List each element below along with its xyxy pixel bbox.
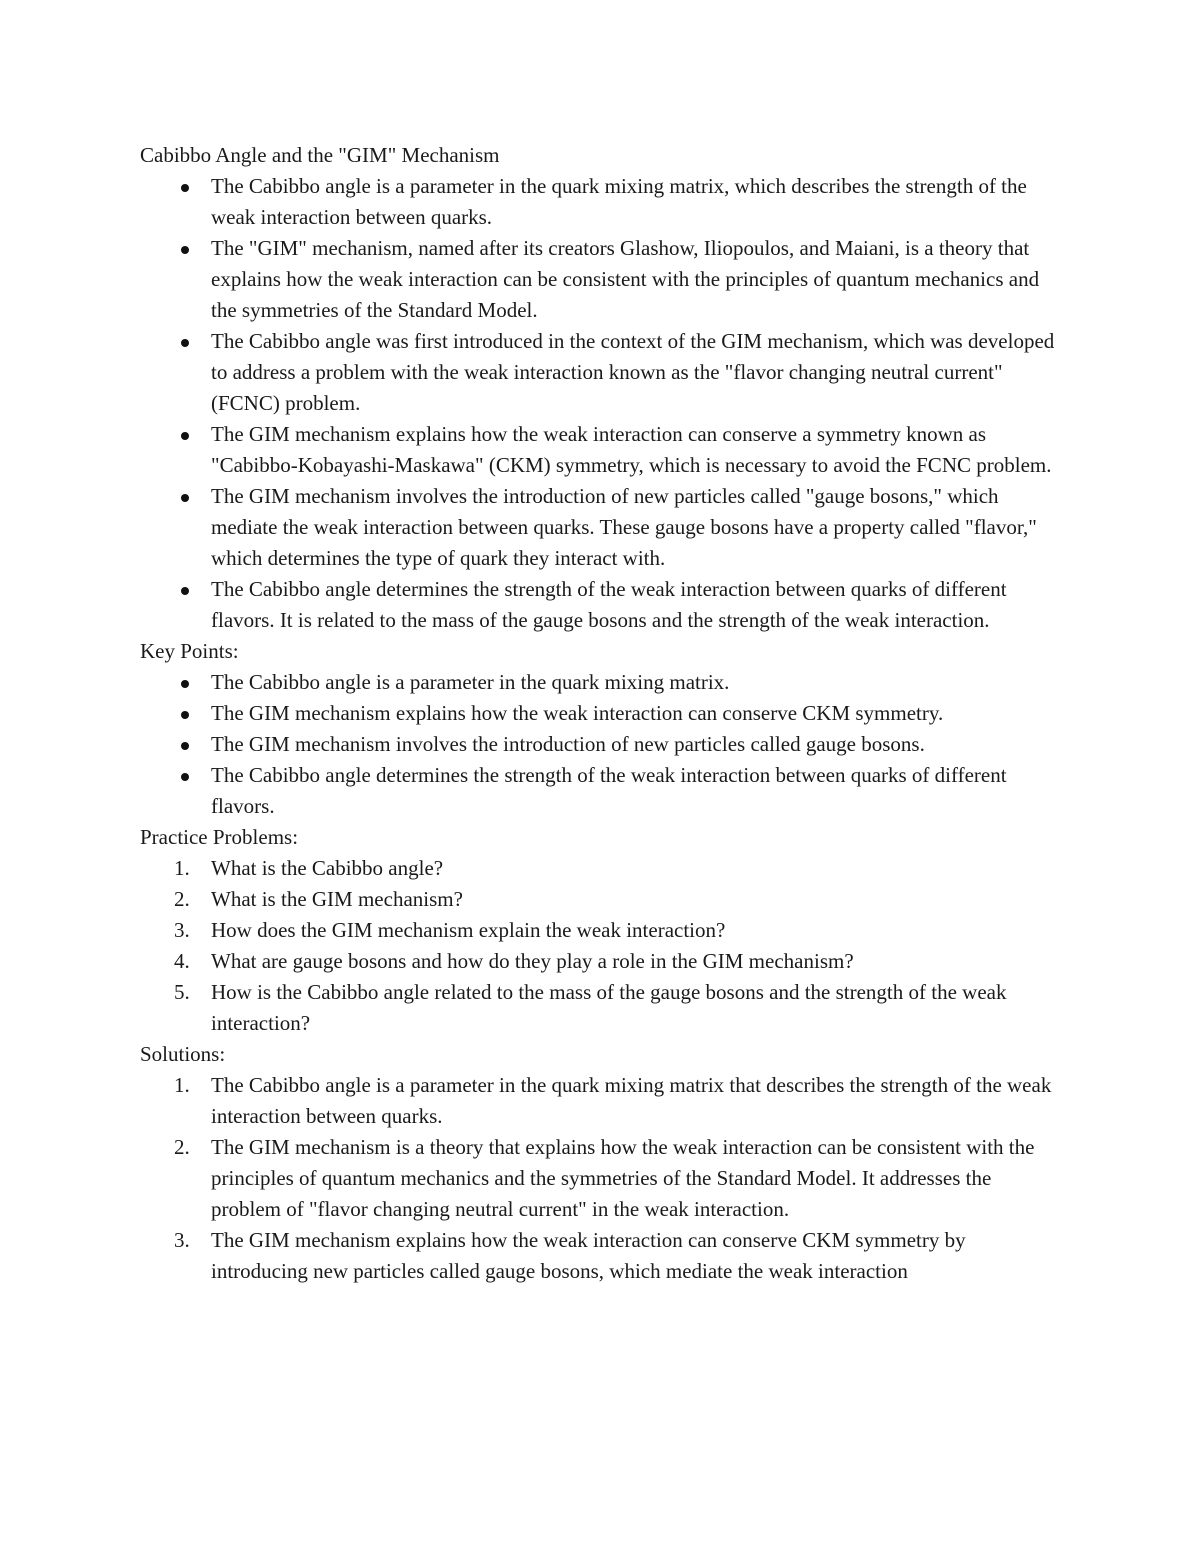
list-item-text: What are gauge bosons and how do they play a role in the GIM mechanism? <box>211 949 854 973</box>
list-item-text: How is the Cabibbo angle related to the mass of the gauge bosons and the strength of the weak interaction? <box>211 980 1007 1035</box>
list-item: The Cabibbo angle determines the strength of the weak interaction between quarks of different flavors. <box>140 760 1065 822</box>
list-number: 3. <box>174 918 190 942</box>
list-item-text: How does the GIM mechanism explain the weak interaction? <box>211 918 726 942</box>
section-title-cabibbo: Cabibbo Angle and the "GIM" Mechanism <box>140 143 500 167</box>
list-item: The GIM mechanism involves the introduction of new particles called gauge bosons. <box>140 729 1065 760</box>
list-item: The GIM mechanism explains how the weak interaction can conserve a symmetry known as "Cabibbo-Kobayashi-Maskawa" (CKM) symmetry, which is necessary to avoid the FCNC problem. <box>140 419 1065 481</box>
list-item-text: The GIM mechanism explains how the weak interaction can conserve CKM symmetry by introducing new particles called gauge bosons, which mediate the weak interaction <box>211 1228 966 1283</box>
list-item <box>140 1070 1065 1132</box>
section-title-solutions: Solutions: <box>140 1042 226 1066</box>
list-item-text: What is the GIM mechanism? <box>211 887 463 911</box>
cabibbo-bullet-list <box>140 171 1065 636</box>
list-number: 2. <box>174 1135 190 1159</box>
practice-problems-list <box>140 853 1065 1039</box>
list-item-text: The Cabibbo angle is a parameter in the quark mixing matrix that describes the strength of the weak interaction between quarks. <box>211 1073 1052 1128</box>
list-item: The Cabibbo angle is a parameter in the quark mixing matrix, which describes the strength of the weak interaction between quarks. <box>140 171 1065 233</box>
list-item: The GIM mechanism involves the introduction of new particles called "gauge bosons," which mediate the weak interaction between quarks. These gauge bosons have a property called "flavor," which determines the type of quark they interact with. <box>140 481 1065 574</box>
list-item <box>140 1225 1065 1287</box>
list-item: The Cabibbo angle is a parameter in the quark mixing matrix. <box>140 667 1065 698</box>
list-number: 4. <box>174 949 190 973</box>
list-item: The GIM mechanism explains how the weak interaction can conserve CKM symmetry. <box>140 698 1065 729</box>
list-item <box>140 853 1065 884</box>
list-item: The "GIM" mechanism, named after its creators Glashow, Iliopoulos, and Maiani, is a theory that explains how the weak interaction can be consistent with the principles of quantum mechanics and the symmetries of the Standard Model. <box>140 233 1065 326</box>
list-number: 3. <box>174 1228 190 1252</box>
list-item <box>140 884 1065 915</box>
list-number: 2. <box>174 887 190 911</box>
document-page <box>140 140 1065 1287</box>
list-item: The Cabibbo angle determines the strength of the weak interaction between quarks of different flavors. It is related to the mass of the gauge bosons and the strength of the weak interaction. <box>140 574 1065 636</box>
section-title-practice-problems: Practice Problems: <box>140 825 299 849</box>
list-number: 1. <box>174 856 190 880</box>
list-item <box>140 915 1065 946</box>
solutions-list <box>140 1070 1065 1287</box>
list-number: 5. <box>174 980 190 1004</box>
list-item: The Cabibbo angle was first introduced in the context of the GIM mechanism, which was developed to address a problem with the weak interaction known as the "flavor changing neutral current" (FCNC) problem. <box>140 326 1065 419</box>
key-points-bullet-list <box>140 667 1065 822</box>
list-item-text: The GIM mechanism is a theory that explains how the weak interaction can be consistent with the principles of quantum mechanics and the symmetries of the Standard Model. It addresses the problem of "flavor changing neutral current" in the weak interaction. <box>211 1135 1035 1221</box>
list-item-text: What is the Cabibbo angle? <box>211 856 444 880</box>
list-item <box>140 1132 1065 1225</box>
list-item <box>140 946 1065 977</box>
section-title-key-points: Key Points: <box>140 639 239 663</box>
list-item <box>140 977 1065 1039</box>
list-number: 1. <box>174 1073 190 1097</box>
